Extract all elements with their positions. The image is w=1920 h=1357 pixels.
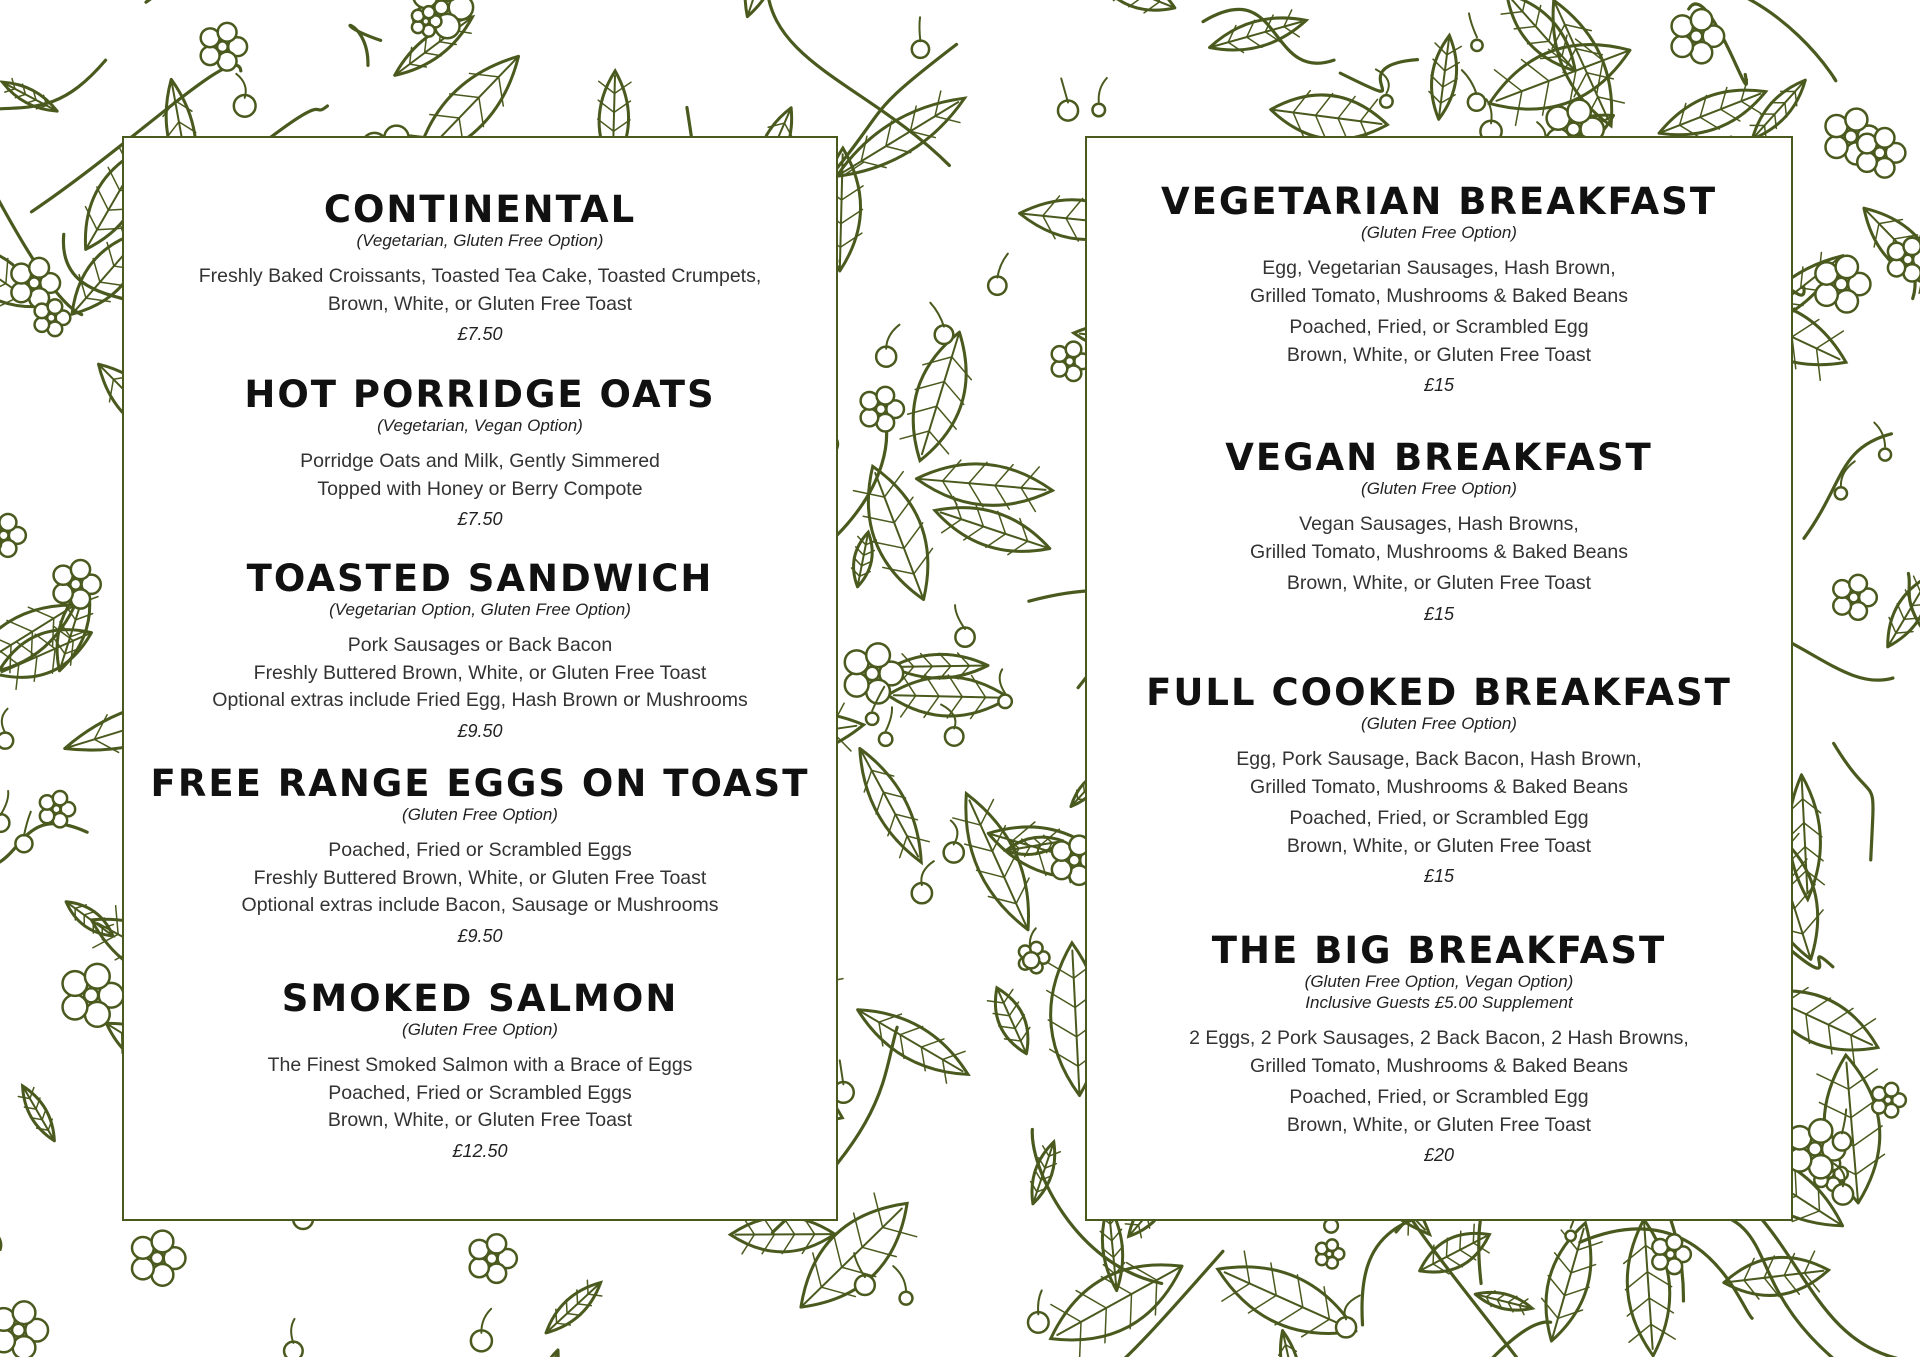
menu-item-description-line: The Finest Smoked Salmon with a Brace of Eggs: [267, 1054, 693, 1076]
menu-item-price: £15: [1423, 375, 1455, 395]
menu-item-description-line: 2 Eggs, 2 Pork Sausages, 2 Back Bacon, 2 Hash Browns,: [1189, 1027, 1689, 1049]
menu-item-title: HOT PORRIDGE OATS: [244, 373, 716, 416]
menu-item-price: £20: [1423, 1145, 1455, 1165]
menu-item-title: THE BIG BREAKFAST: [1211, 929, 1667, 972]
menu-item: [1087, 931, 1791, 1166]
menu-item-description: [1087, 746, 1791, 801]
menu-item: [1087, 182, 1791, 396]
menu-item-description: [124, 632, 836, 715]
menu-item-title: SMOKED SALMON: [281, 977, 679, 1020]
menu-item-description-line: Topped with Honey or Berry Compote: [317, 477, 643, 500]
menu-panel-left: [122, 136, 838, 1221]
menu-item-description-line: Brown, White, or Gluten Free Toast: [1286, 1113, 1592, 1136]
menu-item-description-line: Grilled Tomato, Mushrooms & Baked Beans: [1250, 284, 1628, 307]
menu-item-description-line: Freshly Baked Croissants, Toasted Tea Cake, Toasted Crumpets,: [198, 265, 762, 287]
menu-item-description: [124, 263, 836, 318]
menu-item-dietary-note: (Vegetarian, Vegan Option): [377, 416, 583, 435]
menu-item-price: £7.50: [457, 509, 503, 529]
menu-item-description-line: Brown, White, or Gluten Free Toast: [1286, 572, 1592, 594]
menu-item-description-line: Brown, White, or Gluten Free Toast: [1286, 834, 1592, 857]
menu-item-price: £15: [1423, 866, 1455, 886]
menu-item-dietary-note: Inclusive Guests £5.00 Supplement: [1305, 993, 1573, 1012]
menu-item-description-line: Grilled Tomato, Mushrooms & Baked Beans: [1250, 1054, 1628, 1077]
menu-item: [124, 375, 836, 530]
menu-item-dietary-note: (Gluten Free Option): [1361, 479, 1517, 498]
menu-item-description: [1087, 570, 1791, 598]
menu-item-dietary-note: (Gluten Free Option): [1361, 714, 1517, 733]
menu-panel-right: [1085, 136, 1793, 1221]
menu-item-dietary-note: (Vegetarian Option, Gluten Free Option): [329, 600, 631, 619]
menu-item-description: [124, 448, 836, 503]
menu-item-description: [1087, 805, 1791, 860]
menu-item: [124, 979, 836, 1162]
menu-item-description: [124, 1052, 836, 1135]
menu-item-dietary-note: (Gluten Free Option): [402, 805, 558, 824]
menu-item-description-line: Poached, Fried or Scrambled Eggs: [328, 839, 632, 861]
menu-item-description-line: Vegan Sausages, Hash Browns,: [1299, 513, 1579, 535]
menu-item-title: FULL COOKED BREAKFAST: [1146, 671, 1732, 714]
menu-item: [124, 559, 836, 742]
menu-item-description: [1087, 255, 1791, 310]
menu-item-description-line: Egg, Vegetarian Sausages, Hash Brown,: [1262, 257, 1616, 279]
menu-item-description-line: Porridge Oats and Milk, Gently Simmered: [300, 450, 660, 472]
menu-item-title: VEGAN BREAKFAST: [1225, 436, 1653, 479]
menu-item-description: [1087, 314, 1791, 369]
menu-item-description-line: Poached, Fried, or Scrambled Egg: [1289, 807, 1589, 829]
menu-item-description-line: Freshly Buttered Brown, White, or Gluten Free Toast: [253, 866, 707, 889]
menu-item-price: £9.50: [457, 720, 503, 741]
menu-item: [1087, 438, 1791, 625]
menu-item-description-line: Brown, White, or Gluten Free Toast: [327, 1109, 633, 1131]
menu-item: [124, 190, 836, 345]
menu-item-description: [124, 837, 836, 920]
menu-item: [124, 764, 836, 947]
menu-item-description-line: Brown, White, or Gluten Free Toast: [327, 292, 633, 315]
menu-item-dietary-note: (Gluten Free Option, Vegan Option): [1304, 972, 1574, 991]
menu-item: [1087, 673, 1791, 887]
menu-item-description-line: Egg, Pork Sausage, Back Bacon, Hash Brown,: [1236, 748, 1642, 770]
menu-item-description-line: Poached, Fried or Scrambled Eggs: [328, 1081, 632, 1104]
menu-item-dietary-note: (Gluten Free Option): [1361, 223, 1517, 242]
menu-item-description: [1087, 511, 1791, 566]
menu-item-description-line: Grilled Tomato, Mushrooms & Baked Beans: [1250, 540, 1628, 563]
menu-item-description-line: Pork Sausages or Back Bacon: [347, 634, 613, 656]
menu-item-title: FREE RANGE EGGS ON TOAST: [150, 762, 810, 805]
menu-item-price: £9.50: [457, 925, 503, 946]
menu-item-title: VEGETARIAN BREAKFAST: [1160, 180, 1718, 223]
menu-item-description: [1087, 1025, 1791, 1080]
menu-item-dietary-note: (Vegetarian, Gluten Free Option): [356, 231, 604, 250]
menu-item-title: TOASTED SANDWICH: [246, 557, 714, 600]
menu-item-dietary-note: (Gluten Free Option): [402, 1020, 558, 1039]
menu-item-price: £15: [1423, 603, 1455, 624]
menu-item-price: £12.50: [452, 1140, 508, 1161]
menu-item-title: CONTINENTAL: [323, 188, 637, 231]
menu-item-description-line: Optional extras include Bacon, Sausage or Mushrooms: [241, 894, 719, 916]
menu-item-description-line: Grilled Tomato, Mushrooms & Baked Beans: [1250, 775, 1628, 798]
menu-item-description-line: Poached, Fried, or Scrambled Egg: [1289, 1086, 1589, 1108]
menu-item-price: £7.50: [457, 324, 503, 344]
menu-item-description: [1087, 1084, 1791, 1139]
menu-item-description-line: Poached, Fried, or Scrambled Egg: [1289, 316, 1589, 338]
menu-item-description-line: Optional extras include Fried Egg, Hash Brown or Mushrooms: [212, 689, 748, 711]
menu-item-description-line: Brown, White, or Gluten Free Toast: [1286, 343, 1592, 366]
menu-item-description-line: Freshly Buttered Brown, White, or Gluten Free Toast: [253, 661, 707, 684]
